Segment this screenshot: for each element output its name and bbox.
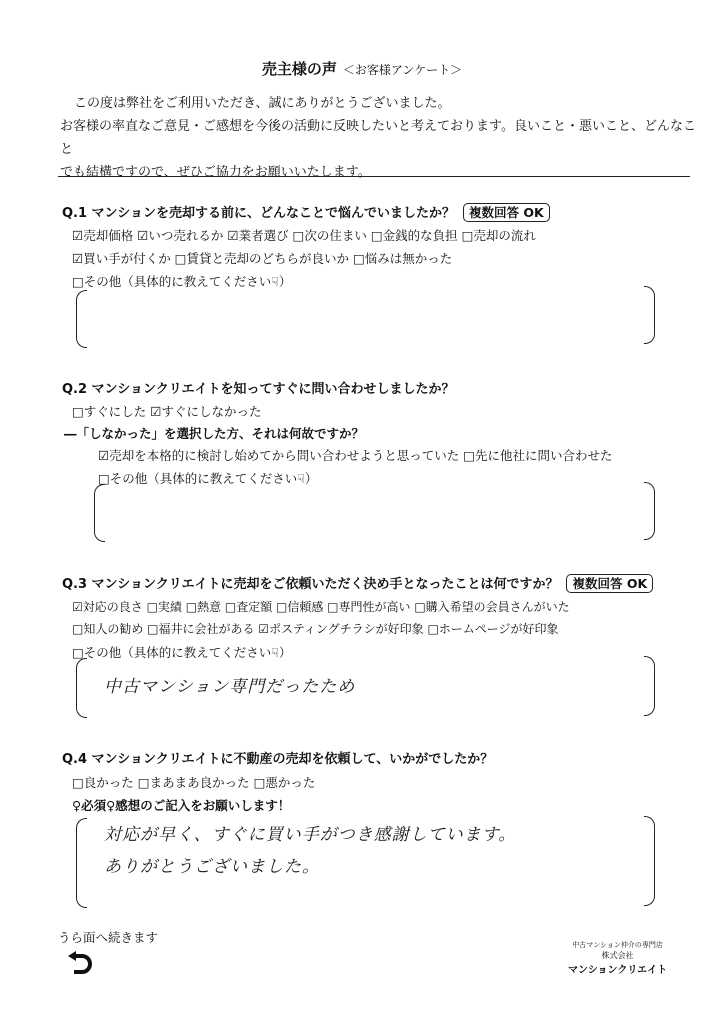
q4-answer-bracket-left xyxy=(76,818,87,908)
title-subtitle: ＜お客様アンケート＞ xyxy=(342,63,463,77)
q2-answer-bracket-left xyxy=(94,484,105,542)
q2-options-row1[interactable]: □すぐにした ☑すぐにしなかった xyxy=(72,404,262,419)
q3-answer-bracket-right xyxy=(644,656,655,716)
q3-handwritten-answer: 中古マンション専門だったため xyxy=(104,677,356,697)
q2-answer-bracket-right xyxy=(644,482,655,540)
logo-company: 株式会社 xyxy=(601,951,634,960)
q3-multi-answer-badge: 複数回答 OK xyxy=(566,574,653,593)
q1-answer-bracket-right xyxy=(644,286,655,344)
title-text: 売主様の声 xyxy=(261,60,337,78)
q4-answer-bracket-right xyxy=(644,816,655,906)
q3-options-row2[interactable]: □知人の勧め □福井に会社がある ☑ポスティングチラシが好印象 □ホームページが好印象 xyxy=(72,622,559,636)
q3-other-option[interactable]: □その他（具体的に教えてください☟） xyxy=(72,645,292,660)
intro-line: お客様の率直なご意見・ご感想を今後の活動に反映したいと考えております。良いこと・悪いこと、どんなこと xyxy=(60,119,696,157)
q2-options-row2[interactable]: ☑売却を本格的に検討し始めてから問い合わせようと思っていた □先に他社に問い合わせた xyxy=(98,448,613,463)
q2-question: Q.2 マンションクリエイトを知ってすぐに問い合わせしましたか？ xyxy=(62,382,455,397)
q3-answer-bracket-left xyxy=(76,658,87,718)
continue-note: うら面へ続きます xyxy=(58,930,159,945)
q1-options-row2[interactable]: ☑買い手が付くか □賃貸と売却のどちらが良いか □悩みは無かった xyxy=(72,251,453,266)
q2-other-option[interactable]: □その他（具体的に教えてください☟） xyxy=(98,471,318,486)
intro-line: でも結構ですので、ぜひご協力をお願いいたします。 xyxy=(60,165,371,180)
q1-other-option[interactable]: □その他（具体的に教えてください☟） xyxy=(72,274,292,289)
q4-handwritten-answer-line2: ありがとうございました。 xyxy=(104,857,320,877)
intro-line: この度は弊社をご利用いただき、誠にありがとうございました。 xyxy=(74,96,451,111)
divider xyxy=(58,176,690,177)
q2-followup-question: ―「しなかった」を選択した方、それは何故ですか？ xyxy=(64,426,365,441)
company-logo xyxy=(568,940,667,976)
logo-brand: マンションクリエイト xyxy=(568,965,668,976)
q4-handwritten-answer-line1: 対応が早く、すぐに買い手がつき感謝しています。 xyxy=(104,825,517,845)
return-arrow-icon xyxy=(66,950,96,982)
page-title xyxy=(0,58,724,79)
q1-question xyxy=(62,202,550,221)
q1-options-row1[interactable]: ☑売却価格 ☑いつ売れるか ☑業者選び □次の住まい □金銭的な負担 □売却の流れ xyxy=(72,228,536,243)
q1-answer-bracket-left xyxy=(76,290,87,348)
intro-text xyxy=(60,92,700,184)
q4-required-note: ♀必須♀感想のご記入をお願いします！ xyxy=(72,798,291,813)
q3-question xyxy=(62,573,653,592)
q1-question-text: Q.1 マンションを売却する前に、どんなことで悩んでいましたか？ xyxy=(62,206,455,221)
q3-question-text: Q.3 マンションクリエイトに売却をご依頼いただく決め手となったことは何ですか？ xyxy=(62,577,559,592)
logo-tagline: 中古マンション仲介の専門店 xyxy=(572,941,663,949)
q4-question: Q.4 マンションクリエイトに不動産の売却を依頼して、いかがでしたか？ xyxy=(62,752,494,767)
q3-options-row1[interactable]: ☑対応の良さ □実績 □熱意 □査定額 □信頼感 □専門性が高い □購入希望の会員さんがいた xyxy=(72,600,570,614)
q1-multi-answer-badge: 複数回答 OK xyxy=(463,203,550,222)
q4-options-row1[interactable]: □良かった □まあまあ良かった □悪かった xyxy=(72,775,316,790)
